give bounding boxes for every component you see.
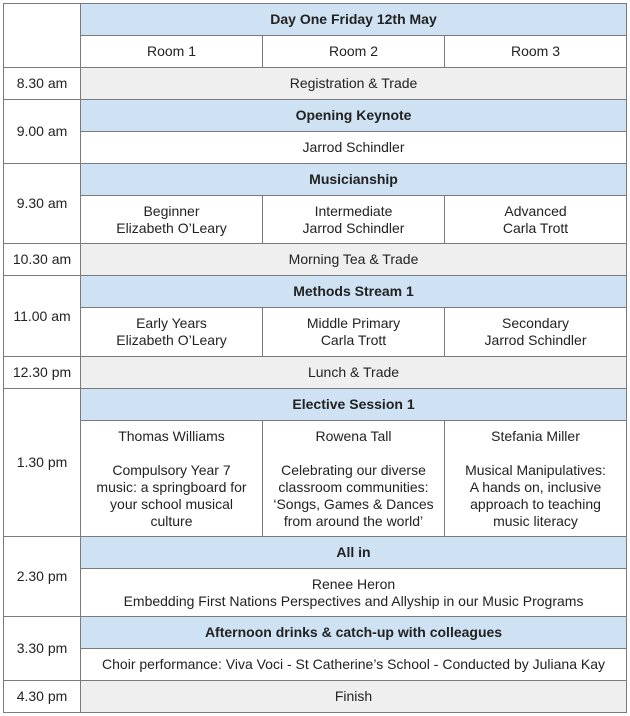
day-title: Day One Friday 12th May xyxy=(81,4,627,36)
session-level: Early Years xyxy=(136,315,207,331)
elective-description: Celebrating our diverse classroom communities: ‘Songs, Games & Dances from around the world’ xyxy=(273,461,434,529)
morning-tea-label: Morning Tea & Trade xyxy=(81,244,627,276)
methods-room-3 xyxy=(445,308,627,357)
session-presenter: Elizabeth O’Leary xyxy=(116,219,227,236)
room-1-header: Room 1 xyxy=(81,36,263,68)
time-all-in: 2.30 pm xyxy=(4,537,81,617)
session-presenter: Jarrod Schindler xyxy=(484,332,587,348)
all-in-header: All in xyxy=(81,537,627,569)
session-level: Intermediate xyxy=(314,202,393,219)
room-2-header: Room 2 xyxy=(263,36,445,68)
all-in-title: Embedding First Nations Perspectives and Allyship in our Music Programs xyxy=(123,592,584,609)
session-level: Advanced xyxy=(504,202,567,219)
time-lunch: 12.30 pm xyxy=(4,357,81,389)
methods-header: Methods Stream 1 xyxy=(81,276,627,308)
musicianship-room-1 xyxy=(81,196,263,244)
elective-room-1 xyxy=(81,421,263,537)
keynote-row xyxy=(4,132,627,164)
all-in-session xyxy=(81,569,627,617)
methods-header-row xyxy=(4,276,627,308)
session-presenter: Jarrod Schindler xyxy=(302,219,405,236)
morning-tea-row xyxy=(4,244,627,276)
session-presenter: Elizabeth O’Leary xyxy=(116,332,227,348)
musicianship-room-2 xyxy=(263,196,445,244)
afternoon-header-row xyxy=(4,617,627,649)
finish-label: Finish xyxy=(81,681,627,713)
elective-row xyxy=(4,421,627,537)
all-in-presenter: Renee Heron xyxy=(311,575,396,592)
elective-description: Compulsory Year 7 music: a springboard for your school musical culture xyxy=(96,461,247,529)
elective-room-3 xyxy=(445,421,627,537)
keynote-speaker: Jarrod Schindler xyxy=(81,132,627,164)
time-elective: 1.30 pm xyxy=(4,389,81,537)
finish-row xyxy=(4,681,627,713)
time-methods: 11.00 am xyxy=(4,276,81,357)
schedule-table xyxy=(3,3,627,713)
day-title-row xyxy=(4,4,627,36)
time-registration: 8.30 am xyxy=(4,68,81,100)
afternoon-header: Afternoon drinks & catch-up with colleagues xyxy=(81,617,627,649)
session-level: Middle Primary xyxy=(306,315,401,331)
time-finish: 4.30 pm xyxy=(4,681,81,713)
keynote-header-row xyxy=(4,100,627,132)
time-keynote: 9.00 am xyxy=(4,100,81,164)
musicianship-room-3 xyxy=(445,196,627,244)
musicianship-row xyxy=(4,196,627,244)
session-level: Secondary xyxy=(502,315,569,331)
musicianship-header: Musicianship xyxy=(81,164,627,196)
elective-room-2 xyxy=(263,421,445,537)
elective-header: Elective Session 1 xyxy=(81,389,627,421)
methods-room-1 xyxy=(81,308,263,357)
elective-presenter: Stefania Miller xyxy=(491,427,580,444)
all-in-header-row xyxy=(4,537,627,569)
corner-cell xyxy=(4,4,81,68)
room-header-row xyxy=(4,36,627,68)
elective-presenter: Rowena Tall xyxy=(315,427,392,444)
afternoon-detail: Choir performance: Viva Voci - St Catherine’s School - Conducted by Juliana Kay xyxy=(81,649,627,681)
methods-room-2 xyxy=(263,308,445,357)
time-morning-tea: 10.30 am xyxy=(4,244,81,276)
time-afternoon: 3.30 pm xyxy=(4,617,81,681)
afternoon-row xyxy=(4,649,627,681)
registration-label: Registration & Trade xyxy=(81,68,627,100)
room-3-header: Room 3 xyxy=(445,36,627,68)
musicianship-header-row xyxy=(4,164,627,196)
time-musicianship: 9.30 am xyxy=(4,164,81,244)
session-presenter: Carla Trott xyxy=(502,219,569,236)
lunch-row xyxy=(4,357,627,389)
session-level: Beginner xyxy=(143,202,200,219)
session-presenter: Carla Trott xyxy=(320,332,387,348)
elective-presenter: Thomas Williams xyxy=(118,427,225,444)
registration-row xyxy=(4,68,627,100)
elective-header-row xyxy=(4,389,627,421)
all-in-row xyxy=(4,569,627,617)
lunch-label: Lunch & Trade xyxy=(81,357,627,389)
methods-row xyxy=(4,308,627,357)
elective-description: Musical Manipulatives: A hands on, inclusive approach to teaching music literacy xyxy=(465,461,606,529)
keynote-header: Opening Keynote xyxy=(81,100,627,132)
